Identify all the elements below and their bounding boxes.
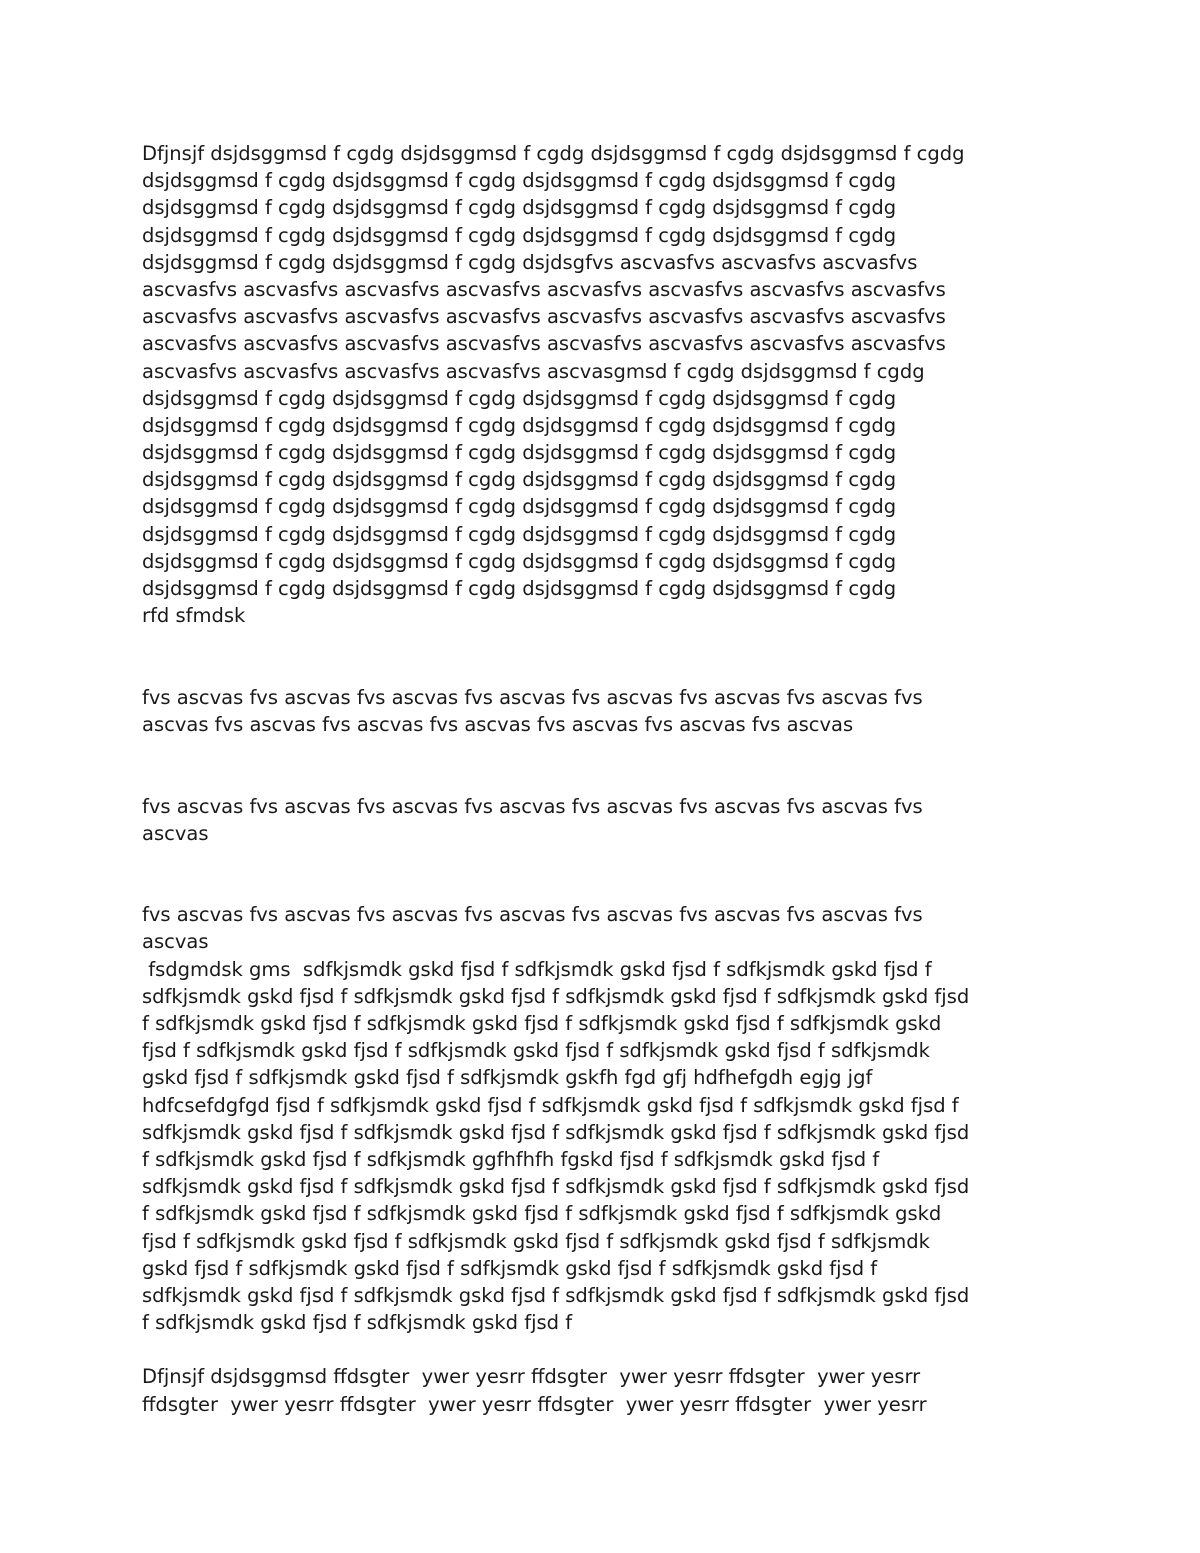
document-body	[142, 140, 1062, 1418]
text-line: dsjdsggmsd f cgdg dsjdsggmsd f cgdg dsjdsggmsd f cgdg dsjdsggmsd f cgdg	[142, 495, 897, 519]
text-line: fvs ascvas fvs ascvas fvs ascvas fvs ascvas fvs ascvas fvs ascvas fvs ascvas fvs	[142, 685, 923, 709]
text-line: fvs ascvas fvs ascvas fvs ascvas fvs ascvas fvs ascvas fvs ascvas fvs ascvas fvs	[142, 903, 923, 927]
text-line: Dfjnsjf dsjdsggmsd ffdsgter ywer yesrr ffdsgter ywer yesrr ffdsgter ywer yesrr	[142, 1365, 921, 1389]
text-line: f sdfkjsmdk gskd fjsd f sdfkjsmdk gskd fjsd f sdfkjsmdk gskd fjsd f sdfkjsmdk gskd	[142, 1202, 942, 1226]
text-line: f sdfkjsmdk gskd fjsd f sdfkjsmdk ggfhfhfh fgskd fjsd f sdfkjsmdk gskd fjsd f	[142, 1147, 880, 1171]
blank-line	[142, 738, 1062, 765]
text-line: hdfcsefdgfgd fjsd f sdfkjsmdk gskd fjsd f sdfkjsmdk gskd fjsd f sdfkjsmdk gskd fjsd f	[142, 1093, 959, 1117]
blank-line	[142, 765, 1062, 792]
text-line: dsjdsggmsd f cgdg dsjdsggmsd f cgdg dsjdsggmsd f cgdg dsjdsggmsd f cgdg	[142, 522, 897, 546]
text-line: dsjdsggmsd f cgdg dsjdsggmsd f cgdg dsjdsggmsd f cgdg dsjdsggmsd f cgdg	[142, 169, 897, 193]
text-line: dsjdsggmsd f cgdg dsjdsggmsd f cgdg dsjdsgfvs ascvasfvs ascvasfvs ascvasfvs	[142, 250, 918, 274]
text-line: rfd sfmdsk	[142, 604, 246, 628]
text-line: ascvas fvs ascvas fvs ascvas fvs ascvas fvs ascvas fvs ascvas fvs ascvas	[142, 712, 854, 736]
text-line: dsjdsggmsd f cgdg dsjdsggmsd f cgdg dsjdsggmsd f cgdg dsjdsggmsd f cgdg	[142, 196, 897, 220]
text-line: fsdgmdsk gms sdfkjsmdk gskd fjsd f sdfkjsmdk gskd fjsd f sdfkjsmdk gskd fjsd f	[142, 957, 932, 981]
text-line: sdfkjsmdk gskd fjsd f sdfkjsmdk gskd fjsd f sdfkjsmdk gskd fjsd f sdfkjsmdk gskd fjsd	[142, 984, 970, 1008]
text-line: fvs ascvas fvs ascvas fvs ascvas fvs ascvas fvs ascvas fvs ascvas fvs ascvas fvs	[142, 794, 923, 818]
text-line: sdfkjsmdk gskd fjsd f sdfkjsmdk gskd fjsd f sdfkjsmdk gskd fjsd f sdfkjsmdk gskd fjsd	[142, 1120, 970, 1144]
text-line: ascvasfvs ascvasfvs ascvasfvs ascvasfvs ascvasgmsd f cgdg dsjdsggmsd f cgdg	[142, 359, 925, 383]
blank-line	[142, 874, 1062, 901]
text-line: gskd fjsd f sdfkjsmdk gskd fjsd f sdfkjsmdk gskfh fgd gfj hdfhefgdh egjg jgf	[142, 1066, 873, 1090]
text-line: ffdsgter ywer yesrr ffdsgter ywer yesrr ffdsgter ywer yesrr ffdsgter ywer yesrr	[142, 1392, 927, 1416]
text-line: fjsd f sdfkjsmdk gskd fjsd f sdfkjsmdk gskd fjsd f sdfkjsmdk gskd fjsd f sdfkjsmdk	[142, 1039, 930, 1063]
blank-line	[142, 629, 1062, 656]
text-line: gskd fjsd f sdfkjsmdk gskd fjsd f sdfkjsmdk gskd fjsd f sdfkjsmdk gskd fjsd f	[142, 1256, 878, 1280]
text-line: Dfjnsjf dsjdsggmsd f cgdg dsjdsggmsd f cgdg dsjdsggmsd f cgdg dsjdsggmsd f cgdg	[142, 142, 965, 165]
text-line: fjsd f sdfkjsmdk gskd fjsd f sdfkjsmdk gskd fjsd f sdfkjsmdk gskd fjsd f sdfkjsmdk	[142, 1229, 930, 1253]
blank-line	[142, 657, 1062, 684]
blank-line	[142, 1336, 1062, 1363]
text-line: ascvas	[142, 821, 209, 845]
text-line: ascvasfvs ascvasfvs ascvasfvs ascvasfvs ascvasfvs ascvasfvs ascvasfvs ascvasfvs	[142, 305, 946, 329]
text-line: sdfkjsmdk gskd fjsd f sdfkjsmdk gskd fjsd f sdfkjsmdk gskd fjsd f sdfkjsmdk gskd fjsd	[142, 1175, 970, 1199]
text-line: dsjdsggmsd f cgdg dsjdsggmsd f cgdg dsjdsggmsd f cgdg dsjdsggmsd f cgdg	[142, 223, 897, 247]
text-line: sdfkjsmdk gskd fjsd f sdfkjsmdk gskd fjsd f sdfkjsmdk gskd fjsd f sdfkjsmdk gskd fjsd	[142, 1283, 970, 1307]
text-line: dsjdsggmsd f cgdg dsjdsggmsd f cgdg dsjdsggmsd f cgdg dsjdsggmsd f cgdg	[142, 386, 897, 410]
text-line: dsjdsggmsd f cgdg dsjdsggmsd f cgdg dsjdsggmsd f cgdg dsjdsggmsd f cgdg	[142, 468, 897, 492]
text-line: f sdfkjsmdk gskd fjsd f sdfkjsmdk gskd fjsd f	[142, 1311, 573, 1335]
text-line: ascvasfvs ascvasfvs ascvasfvs ascvasfvs ascvasfvs ascvasfvs ascvasfvs ascvasfvs	[142, 332, 946, 356]
text-line: dsjdsggmsd f cgdg dsjdsggmsd f cgdg dsjdsggmsd f cgdg dsjdsggmsd f cgdg	[142, 577, 897, 600]
text-line: ascvasfvs ascvasfvs ascvasfvs ascvasfvs ascvasfvs ascvasfvs ascvasfvs ascvasfvs	[142, 277, 946, 301]
text-line: dsjdsggmsd f cgdg dsjdsggmsd f cgdg dsjdsggmsd f cgdg dsjdsggmsd f cgdg	[142, 413, 897, 437]
blank-line	[142, 847, 1062, 874]
text-line: dsjdsggmsd f cgdg dsjdsggmsd f cgdg dsjdsggmsd f cgdg dsjdsggmsd f cgdg	[142, 441, 897, 465]
text-line: dsjdsggmsd f cgdg dsjdsggmsd f cgdg dsjdsggmsd f cgdg dsjdsggmsd f cgdg	[142, 549, 897, 573]
text-line: f sdfkjsmdk gskd fjsd f sdfkjsmdk gskd fjsd f sdfkjsmdk gskd fjsd f sdfkjsmdk gskd	[142, 1012, 942, 1035]
text-line: ascvas	[142, 930, 209, 954]
